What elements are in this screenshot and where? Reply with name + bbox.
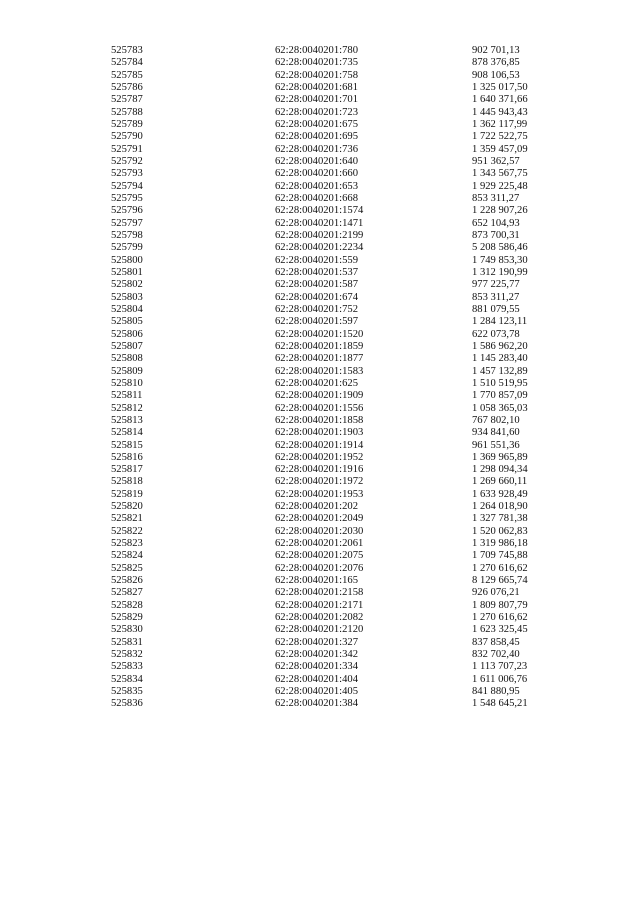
row-id: 525832 <box>111 649 143 661</box>
table-row <box>111 476 581 488</box>
table-row <box>111 205 581 217</box>
table-row <box>111 341 581 353</box>
row-id: 525799 <box>111 242 143 254</box>
row-id: 525803 <box>111 291 143 303</box>
row-id: 525811 <box>111 390 143 402</box>
row-id: 525831 <box>111 636 143 648</box>
table-row <box>111 637 581 649</box>
cadastral-value: 1 586 962,20 <box>472 340 528 352</box>
cadastral-number: 62:28:0040201:1909 <box>275 390 364 402</box>
cadastral-value: 1 145 283,40 <box>472 353 528 365</box>
table-row <box>111 464 581 476</box>
cadastral-value: 1 457 132,89 <box>472 365 528 377</box>
table-row <box>111 526 581 538</box>
cadastral-number: 62:28:0040201:342 <box>275 649 358 661</box>
cadastral-value: 1 298 094,34 <box>472 464 528 476</box>
cadastral-value: 1 284 123,11 <box>472 316 528 328</box>
table-row <box>111 538 581 550</box>
cadastral-value: 1 319 986,18 <box>472 538 528 550</box>
table-row <box>111 57 581 69</box>
row-id: 525823 <box>111 538 143 550</box>
cadastral-number: 62:28:0040201:2061 <box>275 538 364 550</box>
cadastral-value: 977 225,77 <box>472 279 520 291</box>
cadastral-value: 1 611 006,76 <box>472 673 528 685</box>
row-id: 525815 <box>111 439 143 451</box>
table-row <box>111 193 581 205</box>
cadastral-value: 951 362,57 <box>472 155 520 167</box>
row-id: 525834 <box>111 673 143 685</box>
row-id: 525806 <box>111 328 143 340</box>
row-id: 525791 <box>111 143 143 155</box>
table-row <box>111 267 581 279</box>
table-row <box>111 612 581 624</box>
row-id: 525819 <box>111 488 143 500</box>
cadastral-number: 62:28:0040201:2234 <box>275 242 364 254</box>
row-id: 525827 <box>111 587 143 599</box>
table-row <box>111 255 581 267</box>
cadastral-value: 8 129 665,74 <box>472 575 528 587</box>
row-id: 525816 <box>111 451 143 463</box>
row-id: 525830 <box>111 624 143 636</box>
cadastral-value: 832 702,40 <box>472 649 520 661</box>
cadastral-number: 62:28:0040201:2171 <box>275 599 364 611</box>
cadastral-number: 62:28:0040201:1914 <box>275 439 364 451</box>
row-id: 525796 <box>111 205 143 217</box>
table-row <box>111 661 581 673</box>
row-id: 525807 <box>111 340 143 352</box>
cadastral-number: 62:28:0040201:1903 <box>275 427 364 439</box>
cadastral-value: 1 722 522,75 <box>472 131 528 143</box>
table-row <box>111 563 581 575</box>
cadastral-number: 62:28:0040201:1953 <box>275 488 364 500</box>
table-row <box>111 440 581 452</box>
cadastral-value: 1 325 017,50 <box>472 81 528 93</box>
row-id: 525824 <box>111 550 143 562</box>
table-row <box>111 230 581 242</box>
cadastral-number: 62:28:0040201:674 <box>275 291 358 303</box>
cadastral-number: 62:28:0040201:1520 <box>275 328 364 340</box>
row-id: 525788 <box>111 106 143 118</box>
table-row <box>111 82 581 94</box>
row-id: 525814 <box>111 427 143 439</box>
table-row <box>111 452 581 464</box>
table-row <box>111 600 581 612</box>
cadastral-number: 62:28:0040201:736 <box>275 143 358 155</box>
cadastral-value: 1 749 853,30 <box>472 254 528 266</box>
row-id: 525817 <box>111 464 143 476</box>
row-id: 525794 <box>111 180 143 192</box>
cadastral-value: 908 106,53 <box>472 69 520 81</box>
cadastral-value: 837 858,45 <box>472 636 520 648</box>
row-id: 525795 <box>111 192 143 204</box>
cadastral-number: 62:28:0040201:404 <box>275 673 358 685</box>
cadastral-number: 62:28:0040201:405 <box>275 686 358 698</box>
row-id: 525822 <box>111 525 143 537</box>
cadastral-value: 934 841,60 <box>472 427 520 439</box>
cadastral-value: 1 929 225,48 <box>472 180 528 192</box>
table-row <box>111 94 581 106</box>
table-row <box>111 686 581 698</box>
row-id: 525785 <box>111 69 143 81</box>
cadastral-value: 1 623 325,45 <box>472 624 528 636</box>
cadastral-number: 62:28:0040201:2075 <box>275 550 364 562</box>
row-id: 525818 <box>111 476 143 488</box>
cadastral-number: 62:28:0040201:587 <box>275 279 358 291</box>
cadastral-value: 1 520 062,83 <box>472 525 528 537</box>
cadastral-number: 62:28:0040201:202 <box>275 501 358 513</box>
cadastral-number: 62:28:0040201:1471 <box>275 217 364 229</box>
table-row <box>111 107 581 119</box>
row-id: 525784 <box>111 57 143 69</box>
row-id: 525789 <box>111 118 143 130</box>
cadastral-number: 62:28:0040201:1952 <box>275 451 364 463</box>
row-id: 525802 <box>111 279 143 291</box>
cadastral-value: 902 701,13 <box>472 45 520 56</box>
cadastral-number: 62:28:0040201:660 <box>275 168 358 180</box>
row-id: 525836 <box>111 698 143 710</box>
cadastral-value: 841 880,95 <box>472 686 520 698</box>
cadastral-number: 62:28:0040201:2199 <box>275 229 364 241</box>
table-row <box>111 181 581 193</box>
table-row <box>111 292 581 304</box>
cadastral-value: 1 327 781,38 <box>472 513 528 525</box>
cadastral-number: 62:28:0040201:735 <box>275 57 358 69</box>
table-row <box>111 156 581 168</box>
table-row <box>111 353 581 365</box>
cadastral-value: 1 510 519,95 <box>472 377 528 389</box>
cadastral-value: 1 264 018,90 <box>472 501 528 513</box>
row-id: 525826 <box>111 575 143 587</box>
cadastral-number: 62:28:0040201:384 <box>275 698 358 710</box>
row-id: 525801 <box>111 266 143 278</box>
cadastral-number: 62:28:0040201:165 <box>275 575 358 587</box>
table-row <box>111 427 581 439</box>
table-row <box>111 587 581 599</box>
cadastral-number: 62:28:0040201:597 <box>275 316 358 328</box>
table-row <box>111 390 581 402</box>
table-row <box>111 366 581 378</box>
cadastral-number: 62:28:0040201:2082 <box>275 612 364 624</box>
table-row <box>111 304 581 316</box>
cadastral-number: 62:28:0040201:640 <box>275 155 358 167</box>
cadastral-number: 62:28:0040201:559 <box>275 254 358 266</box>
table-row <box>111 624 581 636</box>
table-row <box>111 415 581 427</box>
table-row <box>111 513 581 525</box>
cadastral-number: 62:28:0040201:2076 <box>275 562 364 574</box>
table-row <box>111 329 581 341</box>
cadastral-number: 62:28:0040201:752 <box>275 303 358 315</box>
cadastral-value: 1 369 965,89 <box>472 451 528 463</box>
table-row <box>111 674 581 686</box>
cadastral-number: 62:28:0040201:1859 <box>275 340 364 352</box>
cadastral-number: 62:28:0040201:625 <box>275 377 358 389</box>
cadastral-value: 926 076,21 <box>472 587 520 599</box>
table-row <box>111 144 581 156</box>
row-id: 525804 <box>111 303 143 315</box>
cadastral-number: 62:28:0040201:2120 <box>275 624 364 636</box>
table-row <box>111 70 581 82</box>
table-row <box>111 489 581 501</box>
row-id: 525825 <box>111 562 143 574</box>
cadastral-value: 1 228 907,26 <box>472 205 528 217</box>
row-id: 525808 <box>111 353 143 365</box>
row-id: 525800 <box>111 254 143 266</box>
cadastral-number: 62:28:0040201:1556 <box>275 402 364 414</box>
cadastral-number: 62:28:0040201:537 <box>275 266 358 278</box>
cadastral-number: 62:28:0040201:327 <box>275 636 358 648</box>
cadastral-value: 1 362 117,99 <box>472 118 528 130</box>
cadastral-number: 62:28:0040201:1583 <box>275 365 364 377</box>
table-row <box>111 575 581 587</box>
table-row <box>111 218 581 230</box>
cadastral-number: 62:28:0040201:681 <box>275 81 358 93</box>
table-row <box>111 649 581 661</box>
row-id: 525792 <box>111 155 143 167</box>
row-id: 525809 <box>111 365 143 377</box>
cadastral-number: 62:28:0040201:1972 <box>275 476 364 488</box>
table-row <box>111 550 581 562</box>
table-row <box>111 119 581 131</box>
cadastral-number: 62:28:0040201:1916 <box>275 464 364 476</box>
cadastral-number: 62:28:0040201:334 <box>275 661 358 673</box>
table-row <box>111 45 581 57</box>
cadastral-number: 62:28:0040201:2049 <box>275 513 364 525</box>
cadastral-value: 1 270 616,62 <box>472 562 528 574</box>
cadastral-value: 878 376,85 <box>472 57 520 69</box>
cadastral-number: 62:28:0040201:723 <box>275 106 358 118</box>
cadastral-number: 62:28:0040201:701 <box>275 94 358 106</box>
cadastral-value: 1 809 807,79 <box>472 599 528 611</box>
cadastral-number: 62:28:0040201:2158 <box>275 587 364 599</box>
row-id: 525793 <box>111 168 143 180</box>
row-id: 525821 <box>111 513 143 525</box>
cadastral-value: 881 079,55 <box>472 303 520 315</box>
cadastral-value: 1 058 365,03 <box>472 402 528 414</box>
table-row <box>111 698 581 710</box>
cadastral-value: 1 312 190,99 <box>472 266 528 278</box>
cadastral-value: 1 359 457,09 <box>472 143 528 155</box>
row-id: 525798 <box>111 229 143 241</box>
cadastral-value-table <box>111 45 581 711</box>
table-row <box>111 279 581 291</box>
table-row <box>111 131 581 143</box>
cadastral-value: 1 270 616,62 <box>472 612 528 624</box>
table-row <box>111 403 581 415</box>
cadastral-value: 1 113 707,23 <box>472 661 528 673</box>
table-row <box>111 168 581 180</box>
row-id: 525812 <box>111 402 143 414</box>
table-row <box>111 378 581 390</box>
row-id: 525829 <box>111 612 143 624</box>
row-id: 525813 <box>111 414 143 426</box>
cadastral-value: 767 802,10 <box>472 414 520 426</box>
cadastral-number: 62:28:0040201:2030 <box>275 525 364 537</box>
cadastral-number: 62:28:0040201:653 <box>275 180 358 192</box>
row-id: 525805 <box>111 316 143 328</box>
table-row <box>111 501 581 513</box>
row-id: 525833 <box>111 661 143 673</box>
cadastral-value: 1 269 660,11 <box>472 476 528 488</box>
cadastral-value: 853 311,27 <box>472 192 520 204</box>
cadastral-number: 62:28:0040201:675 <box>275 118 358 130</box>
cadastral-number: 62:28:0040201:695 <box>275 131 358 143</box>
cadastral-number: 62:28:0040201:780 <box>275 45 358 56</box>
row-id: 525790 <box>111 131 143 143</box>
cadastral-number: 62:28:0040201:1858 <box>275 414 364 426</box>
cadastral-value: 1 709 745,88 <box>472 550 528 562</box>
cadastral-number: 62:28:0040201:758 <box>275 69 358 81</box>
row-id: 525820 <box>111 501 143 513</box>
row-id: 525828 <box>111 599 143 611</box>
table-row <box>111 316 581 328</box>
cadastral-value: 1 548 645,21 <box>472 698 528 710</box>
cadastral-number: 62:28:0040201:668 <box>275 192 358 204</box>
cadastral-value: 1 445 943,43 <box>472 106 528 118</box>
cadastral-value: 873 700,31 <box>472 229 520 241</box>
cadastral-number: 62:28:0040201:1574 <box>275 205 364 217</box>
row-id: 525810 <box>111 377 143 389</box>
cadastral-value: 1 343 567,75 <box>472 168 528 180</box>
cadastral-value: 1 640 371,66 <box>472 94 528 106</box>
row-id: 525835 <box>111 686 143 698</box>
cadastral-value: 652 104,93 <box>472 217 520 229</box>
table-row <box>111 242 581 254</box>
cadastral-number: 62:28:0040201:1877 <box>275 353 364 365</box>
cadastral-value: 1 633 928,49 <box>472 488 528 500</box>
row-id: 525797 <box>111 217 143 229</box>
cadastral-value: 5 208 586,46 <box>472 242 528 254</box>
row-id: 525787 <box>111 94 143 106</box>
row-id: 525783 <box>111 45 143 56</box>
row-id: 525786 <box>111 81 143 93</box>
cadastral-value: 853 311,27 <box>472 291 520 303</box>
cadastral-value: 961 551,36 <box>472 439 520 451</box>
cadastral-value: 1 770 857,09 <box>472 390 528 402</box>
cadastral-value: 622 073,78 <box>472 328 520 340</box>
